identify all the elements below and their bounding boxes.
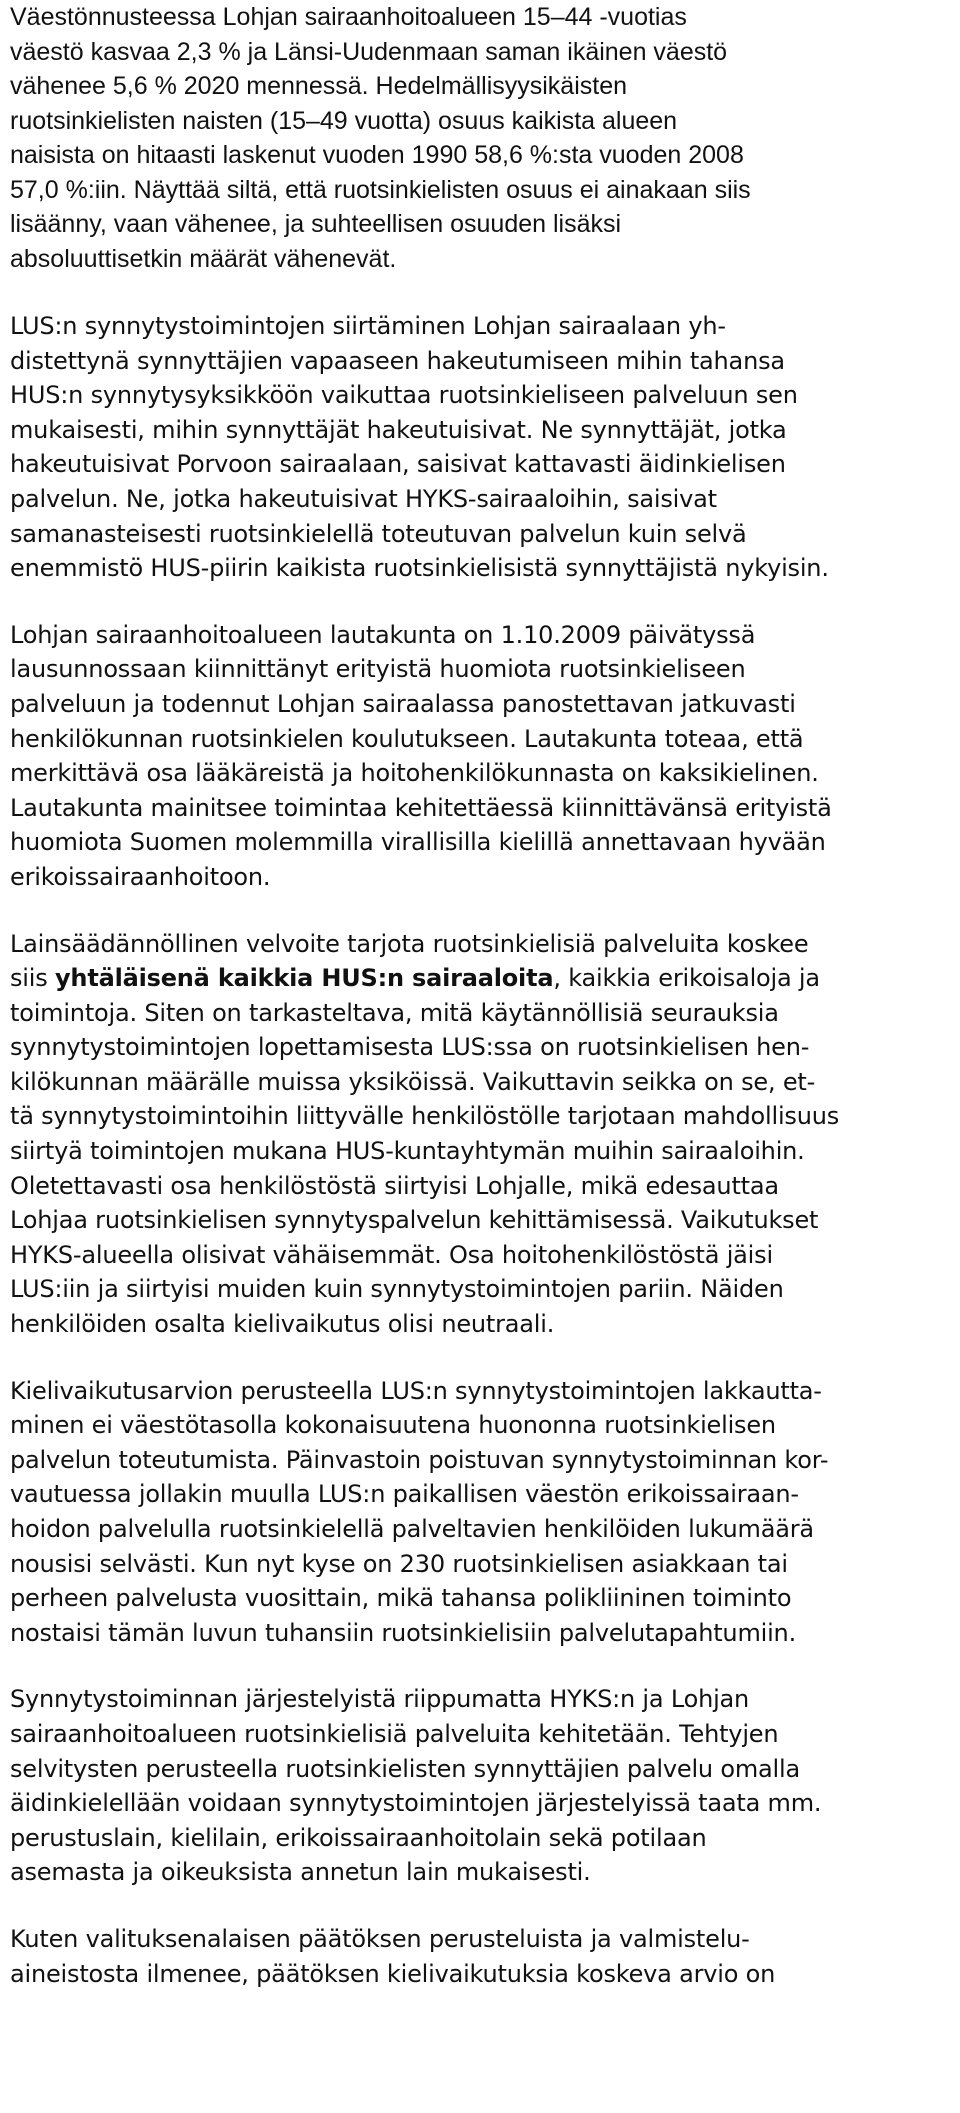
- text-line: enemmistö HUS-piirin kaikista ruotsinkielisistä synnyttäjistä nykyisin.: [10, 554, 829, 583]
- text-line: siirtyä toimintojen mukana HUS-kuntayhtymän muihin sairaaloihin.: [10, 1137, 805, 1166]
- text-line: hakeutuisivat Porvoon sairaalaan, saisivat kattavasti äidinkielisen: [10, 450, 786, 479]
- line-lead: siis: [10, 964, 55, 993]
- text-line: selvitysten perusteella ruotsinkielisten synnyttäjien palvelu omalla: [10, 1754, 800, 1783]
- text-line: naisista on hitaasti laskenut vuoden 1990 58,6 %:sta vuoden 2008: [10, 141, 744, 169]
- text-line: Lautakunta mainitsee toimintaa kehitettäessä kiinnittävänsä erityistä: [10, 793, 832, 822]
- text-line: Lohjan sairaanhoitoalueen lautakunta on 1.10.2009 päivätyssä: [10, 620, 756, 649]
- text-line: henkilökunnan ruotsinkielen koulutukseen. Lautakunta toteaa, että: [10, 724, 804, 753]
- text-line: LUS:iin ja siirtyisi muiden kuin synnytystoimintojen pariin. Näiden: [10, 1275, 784, 1304]
- text-line: Väestönnusteessa Lohjan sairaanhoitoalueen 15–44 -vuotias: [10, 3, 687, 31]
- text-line: synnytystoimintojen lopettamisesta LUS:ssa on ruotsinkielisen hen-: [10, 1033, 810, 1062]
- paragraph-legal-obligation: [10, 927, 945, 1342]
- text-line: palvelun toteutumista. Päinvastoin poistuvan synnytystoiminnan kor-: [10, 1445, 829, 1474]
- text-line: Synnytystoiminnan järjestelyistä riippumatta HYKS:n ja Lohjan: [10, 1685, 750, 1714]
- line-tail: , kaikkia erikoisaloja ja: [553, 964, 820, 993]
- text-line: LUS:n synnytystoimintojen siirtäminen Lohjan sairaalaan yh-: [10, 312, 726, 340]
- text-line: perustuslain, kielilain, erikoissairaanhoitolain sekä potilaan: [10, 1823, 707, 1852]
- paragraph-lus-transfer: [10, 309, 945, 586]
- text-line: palvelun. Ne, jotka hakeutuisivat HYKS-sairaaloihin, saisivat: [10, 484, 717, 513]
- text-line: minen ei väestötasolla kokonaisuutena huononna ruotsinkielisen: [10, 1411, 776, 1440]
- text-line: palveluun ja todennut Lohjan sairaalassa panostettavan jatkuvasti: [10, 689, 796, 718]
- text-line: hoidon palvelulla ruotsinkielellä palveltavien henkilöiden lukumäärä: [10, 1515, 814, 1543]
- text-line: 57,0 %:iin. Näyttää siltä, että ruotsinkielisten osuus ei ainakaan siis: [10, 175, 751, 204]
- text-line: Lohjaa ruotsinkielisen synnytyspalvelun kehittämisessä. Vaikutukset: [10, 1206, 819, 1235]
- text-line: Lainsäädännöllinen velvoite tarjota ruotsinkielisiä palveluita koskee: [10, 929, 809, 958]
- text-line: lausunnossaan kiinnittänyt erityistä huomiota ruotsinkieliseen: [10, 655, 746, 684]
- document-body: [10, 0, 945, 1991]
- text-line: erikoissairaanhoitoon.: [10, 862, 271, 891]
- paragraph-language-impact: [10, 1374, 945, 1651]
- text-line: absoluuttisetkin määrät vähenevät.: [10, 244, 397, 273]
- text-line: merkittävä osa lääkäreistä ja hoitohenkilökunnasta on kaksikielinen.: [10, 759, 819, 788]
- text-line: Kielivaikutusarvion perusteella LUS:n synnytystoimintojen lakkautta-: [10, 1376, 822, 1405]
- text-line: Kuten valituksenalaisen päätöksen perusteluista ja valmistelu-: [10, 1924, 750, 1953]
- text-line: perheen palvelusta vuosittain, mikä tahansa polikliininen toiminto: [10, 1584, 792, 1613]
- text-line: Oletettavasti osa henkilöstöstä siirtyisi Lohjalle, mikä edesauttaa: [10, 1171, 779, 1200]
- text-line: mukaisesti, mihin synnyttäjät hakeutuisivat. Ne synnyttäjät, jotka: [10, 415, 787, 444]
- text-line: huomiota Suomen molemmilla virallisilla kielillä annettavaan hyvään: [10, 828, 826, 857]
- text-line: vautuessa jollakin muulla LUS:n paikallisen väestön erikoissairaan-: [10, 1480, 799, 1509]
- text-line: samanasteisesti ruotsinkielellä toteutuvan palvelun kuin selvä: [10, 519, 747, 548]
- text-line: sairaanhoitoalueen ruotsinkielisiä palveluita kehitetään. Tehtyjen: [10, 1719, 779, 1748]
- text-line: toimintoja. Siten on tarkasteltava, mitä käytännöllisiä seurauksia: [10, 998, 779, 1027]
- text-line: ruotsinkielisten naisten (15–49 vuotta) osuus kaikista alueen: [10, 106, 678, 135]
- paragraph-board-statement: [10, 618, 945, 895]
- text-line: nousisi selvästi. Kun nyt kyse on 230 ruotsinkielisen asiakkaan tai: [10, 1549, 788, 1578]
- text-line: aineistosta ilmenee, päätöksen kielivaikutuksia koskeva arvio on: [10, 1959, 776, 1988]
- text-line: HUS:n synnytysyksikköön vaikuttaa ruotsinkieliseen palveluun sen: [10, 381, 798, 410]
- text-line: vähenee 5,6 % 2020 mennessä. Hedelmällisyysikäisten: [10, 72, 628, 100]
- text-line: tä synnytystoimintoihin liittyvälle henkilöstölle tarjotaan mahdollisuus: [10, 1102, 840, 1131]
- text-line: henkilöiden osalta kielivaikutus olisi neutraali.: [10, 1310, 555, 1339]
- text-line: äidinkielellään voidaan synnytystoimintojen järjestelyissä taata mm.: [10, 1789, 822, 1818]
- paragraph-population-forecast: [10, 0, 945, 276]
- paragraph-decision-grounds: [10, 1922, 945, 1991]
- text-line: lisäänny, vaan vähenee, ja suhteellisen osuuden lisäksi: [10, 210, 622, 238]
- text-line: nostaisi tämän luvun tuhansiin ruotsinkielisiin palvelutapahtumiin.: [10, 1618, 796, 1647]
- text-line: kilökunnan määrälle muissa yksiköissä. Vaikuttavin seikka on se, et-: [10, 1067, 816, 1096]
- paragraph-service-development: [10, 1682, 945, 1890]
- text-line: väestö kasvaa 2,3 % ja Länsi-Uudenmaan saman ikäinen väestö: [10, 37, 728, 66]
- emphasis-bold: yhtäläisenä kaikkia HUS:n sairaaloita: [54, 964, 554, 993]
- text-line: distettynä synnyttäjien vapaaseen hakeutumiseen mihin tahansa: [10, 346, 785, 375]
- text-line: asemasta ja oikeuksista annetun lain mukaisesti.: [10, 1858, 591, 1887]
- text-line: HYKS-alueella olisivat vähäisemmät. Osa hoitohenkilöstöstä jäisi: [10, 1240, 773, 1269]
- text-line-with-emphasis: [10, 961, 945, 996]
